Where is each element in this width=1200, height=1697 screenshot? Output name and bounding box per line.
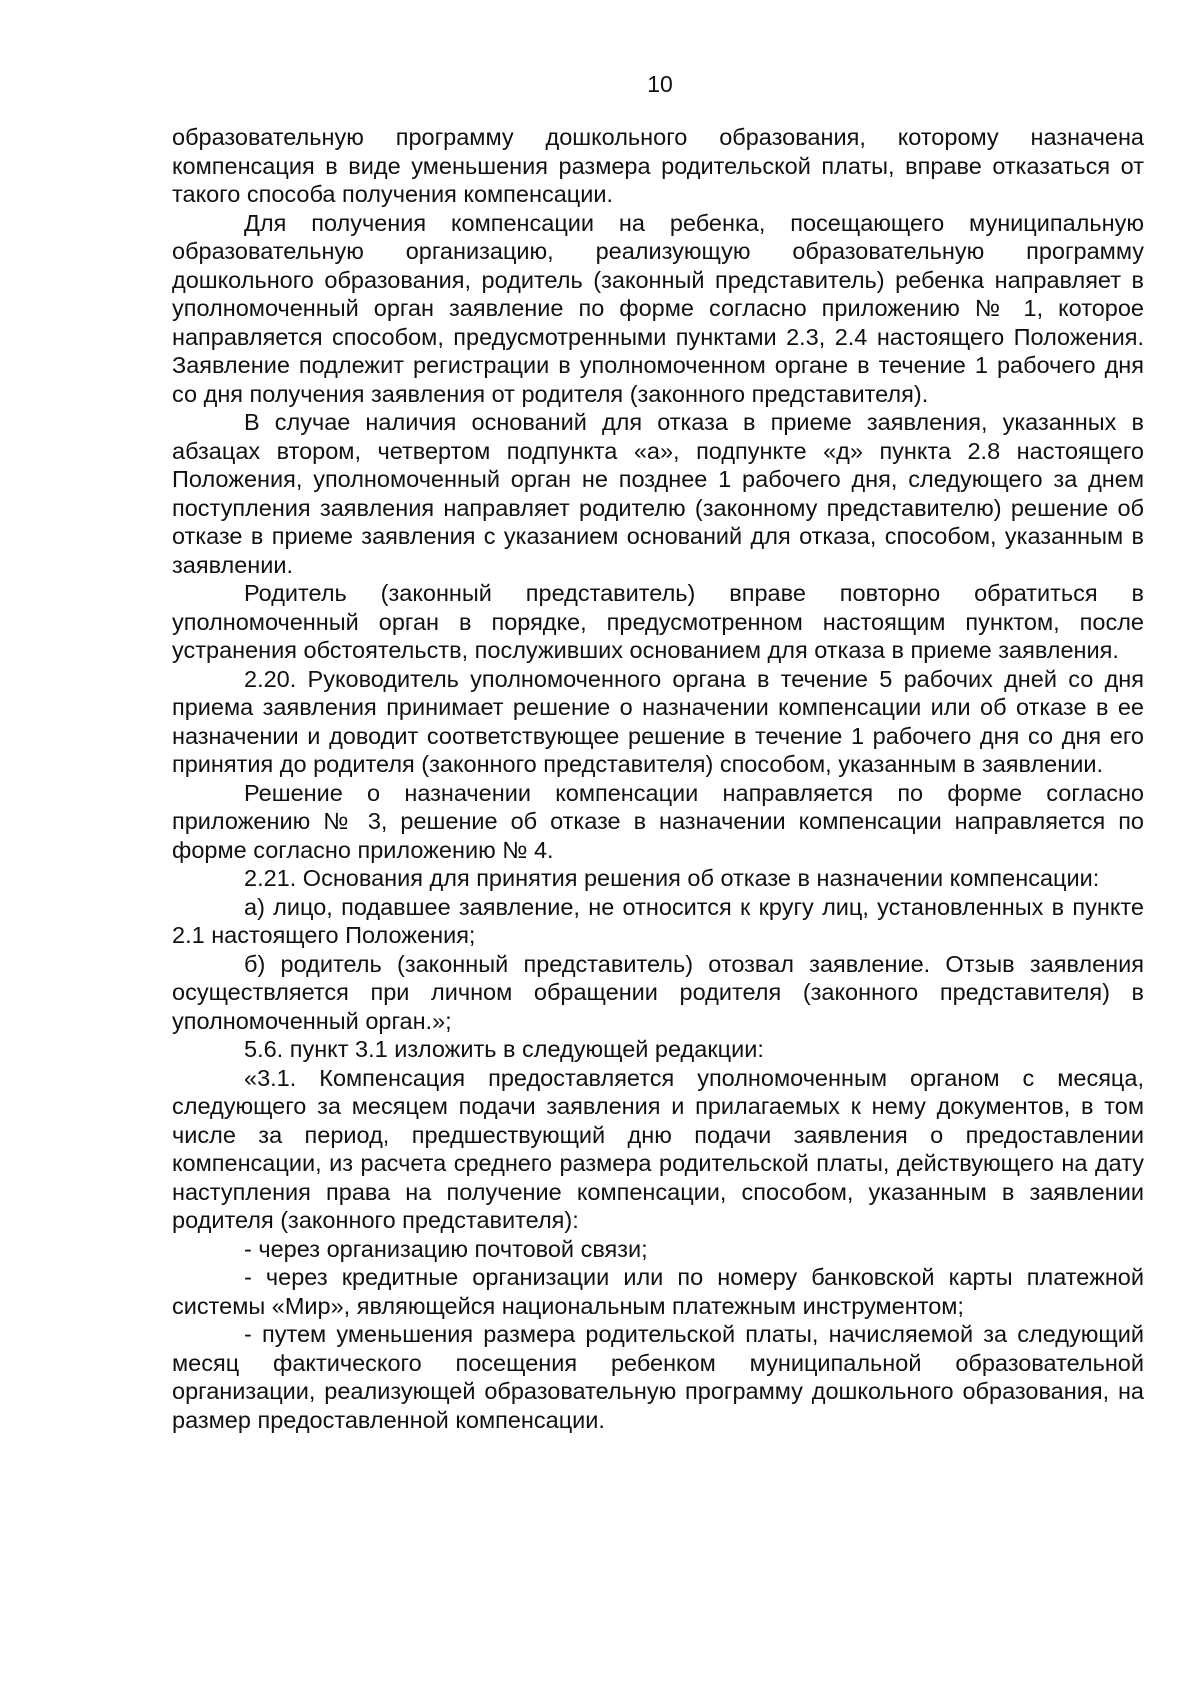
document-body bbox=[172, 123, 1144, 1434]
list-item-postal: - через организацию почтовой связи; bbox=[244, 1235, 648, 1262]
paragraph-refusal-grounds-notice: В случае наличия оснований для отказа в приеме заявления, указанных в абзацах втором, четвертом подпункта «а», подпункте «д» пункта 2.8 настоящего Положения, уполномоченный орган не позднее 1 рабочего дня, следующего за днем поступления заявления направляет родителю (законному представителю) решение об отказе в приеме заявления с указанием оснований для отказа, способом, указанным в заявлении. bbox=[172, 409, 1144, 578]
paragraph-clause-5-6: 5.6. пункт 3.1 изложить в следующей редакции: bbox=[244, 1036, 764, 1062]
list-item-fee-reduction: - путем уменьшения размера родительской платы, начисляемой за следующий месяц фактического посещения ребенком муниципальной образовательной организации, реализующей образовательную программу дошкольного образования, на размер предоставленной компенсации. bbox=[172, 1321, 1144, 1433]
list-item-b: б) родитель (законный представитель) отозвал заявление. Отзыв заявления осуществляется при личном обращении родителя (законного представителя) в уполномоченный орган.»; bbox=[172, 950, 1144, 1034]
page-number: 10 bbox=[647, 71, 673, 97]
paragraph-application-submission: Для получения компенсации на ребенка, посещающего муниципальную образовательную организацию, реализующую образовательную программу дошкольного образования, родитель (законный представитель) ребенка направляет в уполномоченный орган заявление по форме согласно приложению № 1, которое направляется способом, предусмотренными пунктами 2.3, 2.4 настоящего Положения. Заявление подлежит регистрации в уполномоченном органе в течение 1 рабочего дня со дня получения заявления от родителя (законного представителя). bbox=[172, 209, 1144, 407]
paragraph-clause-2-20: 2.20. Руководитель уполномоченного органа в течение 5 рабочих дней со дня приема заявления принимает решение о назначении компенсации или об отказе в ее назначении и доводит соответствующее решение в течение 1 рабочего дня со дня его принятия до родителя (законного представителя) способом, указанным в заявлении. bbox=[172, 665, 1144, 777]
paragraph-repeat-application: Родитель (законный представитель) вправе повторно обратиться в уполномоченный орган в порядке, предусмотренном настоящим пунктом, после устранения обстоятельств, послуживших основанием для отказа в приеме заявления. bbox=[172, 580, 1144, 663]
paragraph-continuation: образовательную программу дошкольного образования, которому назначена компенсация в виде уменьшения размера родительской платы, вправе отказаться от такого способа получения компенсации. bbox=[172, 124, 1144, 207]
paragraph-clause-2-21: 2.21. Основания для принятия решения об отказе в назначении компенсации: bbox=[244, 865, 1100, 891]
paragraph-clause-3-1: «3.1. Компенсация предоставляется уполномоченным органом с месяца, следующего за месяцем подачи заявления и прилагаемых к нему документов, в том числе за период, предшествующий дню подачи заявления о предоставлении компенсации, из расчета среднего размера родительской платы, действующего на дату наступления права на получение компенсации, способом, указанным в заявлении родителя (законного представителя): bbox=[172, 1064, 1144, 1233]
list-item-a: а) лицо, подавшее заявление, не относится к кругу лиц, установленных в пункте 2.1 настоящего Положения; bbox=[172, 893, 1144, 948]
paragraph-decision-forms: Решение о назначении компенсации направляется по форме согласно приложению № 3, решение об отказе в назначении компенсации направляется по форме согласно приложению № 4. bbox=[172, 779, 1144, 863]
list-item-credit: - через кредитные организации или по номеру банковской карты платежной системы «Мир», являющейся национальным платежным инструментом; bbox=[172, 1264, 1144, 1319]
